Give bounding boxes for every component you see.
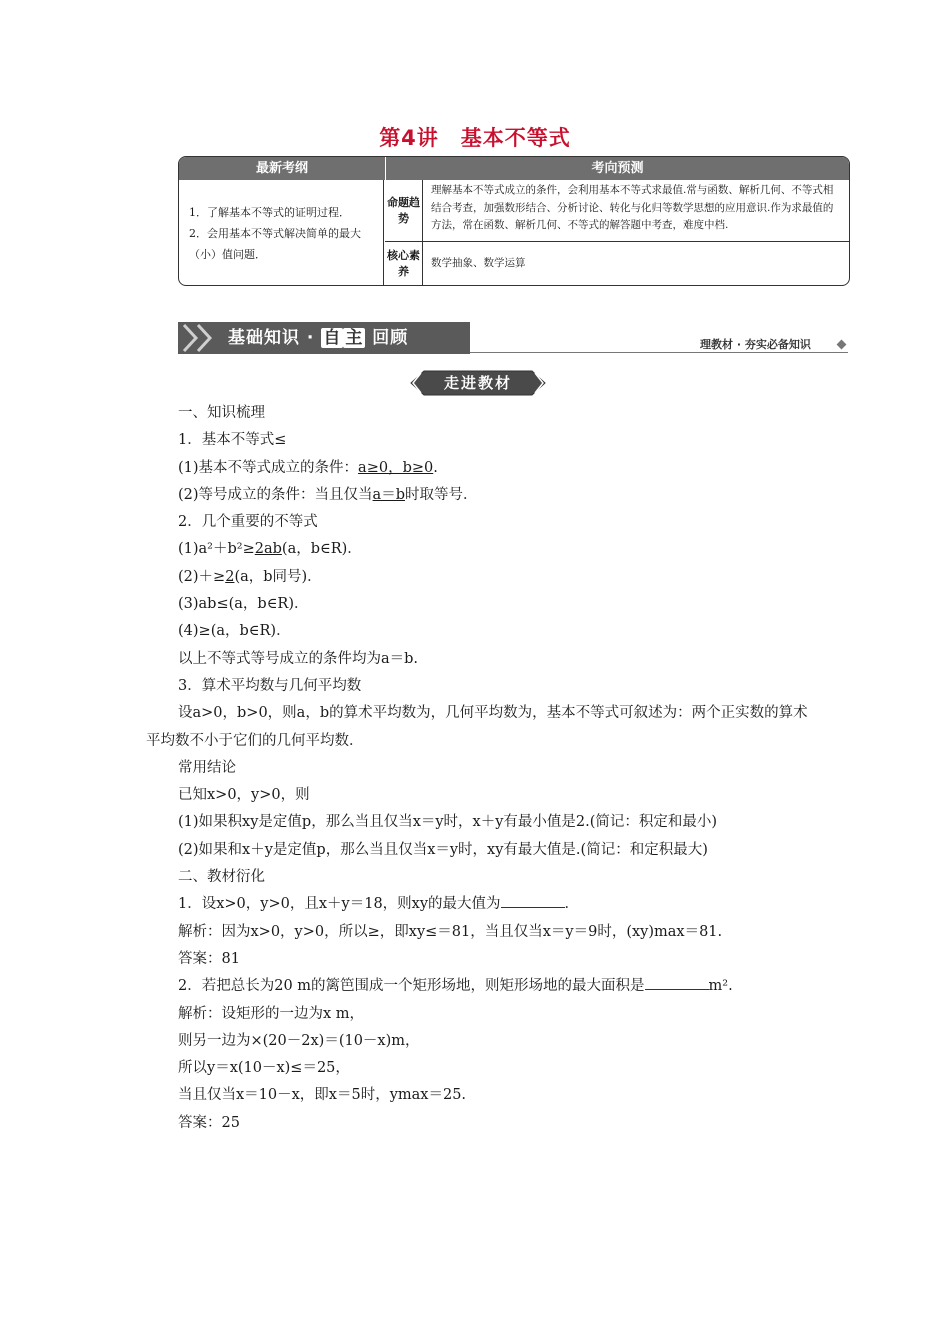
content-line: 1．基本不等式≤ bbox=[178, 432, 287, 449]
content-line: (2)等号成立的条件：当且仅当a＝b时取等号． bbox=[178, 486, 478, 503]
double-chevron-icon bbox=[180, 322, 224, 354]
outline-item: 2．会用基本不等式解决简单的最大（小）值问题． bbox=[189, 227, 361, 261]
content-line: 一、知识梳理 bbox=[178, 405, 265, 421]
content-line: 3．算术平均数与几何平均数 bbox=[178, 677, 362, 694]
outline-right-header: 考向预测 bbox=[386, 157, 849, 180]
content-line: 答案：25 bbox=[178, 1114, 240, 1131]
outline-left-header: 最新考纲 bbox=[179, 157, 385, 180]
outline-table bbox=[178, 156, 850, 286]
content-line: 解析：因为x>0，y>0，所以≥，即xy≤＝81，当且仅当x＝y＝9时，(xy)max＝81. bbox=[178, 923, 723, 940]
banner-rule bbox=[470, 352, 848, 353]
content-line: 当且仅当x＝10－x，即x＝5时，ymax＝25. bbox=[178, 1087, 467, 1104]
content-line: (2)＋≥2(a，b同号)． bbox=[178, 568, 322, 585]
banner-part2: 回顾 bbox=[372, 328, 409, 348]
banner-part1: 基础知识 bbox=[228, 328, 300, 348]
content-body bbox=[146, 400, 808, 1137]
banner-box2: 主 bbox=[345, 328, 364, 348]
content-line: 常用结论 bbox=[178, 759, 236, 776]
outline-item: 1．了解基本不等式的证明过程． bbox=[189, 206, 350, 219]
content-line: 二、教材衍化 bbox=[178, 869, 265, 886]
answer-blank bbox=[501, 893, 565, 908]
row-label-trend: 命题趋势 bbox=[385, 180, 423, 241]
row-text-literacy: 数学抽象、数学运算 bbox=[431, 257, 526, 269]
content-line: 以上不等式等号成立的条件均为a＝b. bbox=[178, 650, 419, 667]
answer-blank bbox=[645, 975, 709, 990]
content-line: 则另一边为×(20－2x)＝(10－x)m， bbox=[178, 1032, 420, 1049]
row-label-literacy: 核心素养 bbox=[385, 242, 423, 285]
content-line: (1)基本不等式成立的条件：a≥0，b≥0. bbox=[178, 459, 438, 476]
content-line: 所以y＝x(10－x)≤＝25， bbox=[178, 1060, 350, 1077]
content-line: 2．几个重要的不等式 bbox=[178, 514, 318, 531]
content-line: (3)ab≤(a，b∈R)． bbox=[178, 596, 309, 613]
banner-box1: 自 bbox=[323, 328, 342, 348]
content-line: 答案：81 bbox=[178, 950, 240, 967]
banner-dot: · bbox=[306, 328, 315, 348]
content-line: (2)如果和x＋y是定值p，那么当且仅当x＝y时，xy有最大值是.(简记：和定积最大) bbox=[178, 841, 708, 858]
content-line: 设a>0，b>0，则a，b的算术平均数为，几何平均数为，基本不等式可叙述为：两个正实数的算术平均数不小于它们的几何平均数． bbox=[146, 705, 808, 749]
banner-right-caption: 理教材 · 夯实必备知识 bbox=[700, 338, 811, 351]
page-title: 第4讲 基本不等式 bbox=[379, 126, 571, 150]
content-line: (1)如果积xy是定值p，那么当且仅当x＝y时，x＋y有最小值是2.(简记：积定和最小) bbox=[178, 814, 718, 831]
content-line: 解析：设矩形的一边为x m， bbox=[178, 1005, 365, 1022]
section-banner-title bbox=[228, 325, 408, 351]
content-line: (1)a²＋b²≥2ab(a，b∈R)． bbox=[178, 541, 362, 558]
diamond-icon bbox=[837, 340, 847, 350]
outline-left-cell bbox=[179, 180, 384, 285]
content-line: (4)≥(a，b∈R)． bbox=[178, 623, 291, 640]
row-text-trend: 理解基本不等式成立的条件，会利用基本不等式求最值.常与函数、解析几何、不等式相结合考查，加强数形结合、分析讨论、转化与化归等数学思想的应用意识.作为求最值的方法，常在函数、解析几何、不等式的解答题中考查，难度中档. bbox=[431, 184, 834, 231]
content-line: 1．设x>0，y>0，且x＋y＝18，则xy的最大值为 ． bbox=[146, 891, 808, 918]
content-line: 已知x>0，y>0，则 bbox=[178, 787, 310, 804]
subbanner-title: 走进教材 bbox=[443, 374, 512, 392]
content-line: 2．若把总长为20 m的篱笆围成一个矩形场地，则矩形场地的最大面积是 m². bbox=[146, 973, 808, 1000]
